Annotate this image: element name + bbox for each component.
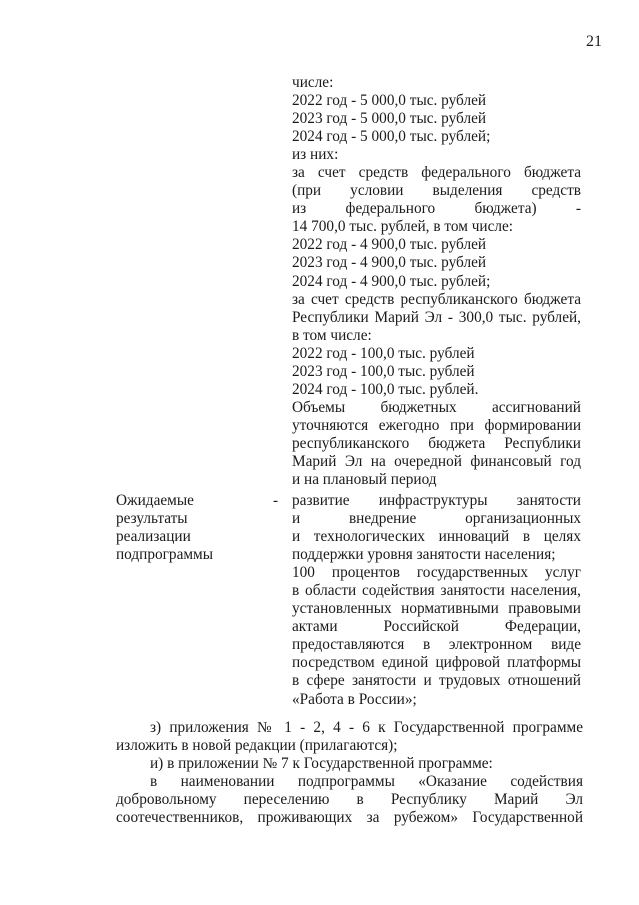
- results-line: в сфере занятости и трудовых отношений: [292, 672, 581, 690]
- funding-line: 2024 год - 100,0 тыс. рублей.: [292, 380, 479, 398]
- funding-line: 2024 год - 5 000,0 тыс. рублей;: [292, 128, 491, 146]
- funding-line: 2023 год - 5 000,0 тыс. рублей: [292, 110, 487, 128]
- results-line: «Работа в России»;: [292, 690, 417, 708]
- paragraph-line: в наименовании подпрограммы «Оказание содействия: [150, 773, 583, 790]
- funding-line: числе:: [292, 74, 334, 91]
- results-line: актами Российской Федерации,: [292, 618, 581, 636]
- funding-line: из федерального бюджета) -: [292, 200, 581, 218]
- paragraph-line: з) приложения № 1 - 2, 4 - 6 к Государственной программе: [150, 719, 583, 736]
- funding-line: (при условии выделения средств: [292, 182, 581, 200]
- funding-line: 2023 год - 100,0 тыс. рублей: [292, 362, 475, 380]
- funding-line: 14 700,0 тыс. рублей, в том числе:: [292, 218, 514, 236]
- results-line: предоставляются в электронном виде: [292, 636, 581, 654]
- body-text: [116, 719, 583, 827]
- funding-line: республиканского бюджета Республики: [292, 434, 581, 452]
- funding-line: Объемы бюджетных ассигнований: [292, 398, 581, 416]
- funding-line: 2024 год - 4 900,0 тыс. рублей;: [292, 272, 491, 290]
- funding-line: 2022 год - 4 900,0 тыс. рублей: [292, 236, 487, 254]
- funding-line: в том числе:: [292, 326, 372, 344]
- funding-line: и на плановый период: [292, 471, 437, 489]
- results-line: в области содействия занятости населения,: [292, 582, 581, 600]
- results-block: [292, 492, 581, 709]
- funding-line: за счет средств республиканского бюджета: [292, 290, 581, 308]
- funding-line: 2022 год - 5 000,0 тыс. рублей: [292, 92, 487, 110]
- funding-line: уточняются ежегодно при формировании: [292, 416, 581, 434]
- paragraph-line: соотечественников, проживающих за рубежом» Государственной: [116, 809, 583, 826]
- results-line: поддержки уровня занятости населения;: [292, 546, 556, 564]
- funding-line: 2023 год - 4 900,0 тыс. рублей: [292, 254, 487, 272]
- funding-block: [292, 74, 581, 489]
- results-line: посредством единой цифровой платформы: [292, 654, 581, 672]
- paragraph-line: и) в приложении № 7 к Государственной программе:: [150, 755, 493, 772]
- results-line: установленных нормативными правовыми: [292, 600, 581, 618]
- results-line: развитие инфраструктуры занятости: [292, 492, 581, 509]
- results-line: 100 процентов государственных услуг: [292, 564, 581, 582]
- funding-line: Республики Марий Эл - 300,0 тыс. рублей,: [292, 308, 581, 326]
- funding-line: из них:: [292, 146, 339, 164]
- results-label-line: результаты: [116, 510, 188, 528]
- page-number: 21: [586, 33, 602, 50]
- funding-line: 2022 год - 100,0 тыс. рублей: [292, 344, 475, 362]
- paragraph-line: изложить в новой редакции (прилагаются);: [116, 737, 398, 754]
- paragraph-line: добровольному переселению в Республику Марий Эл: [116, 791, 583, 808]
- results-label-line: подпрограммы: [116, 546, 214, 564]
- results-line: и внедрение организационных: [292, 510, 581, 528]
- results-label-line: Ожидаемые: [116, 492, 194, 509]
- funding-line: за счет средств федерального бюджета: [292, 164, 581, 182]
- results-line: и технологических инноваций в целях: [292, 528, 581, 546]
- results-label-line: реализации: [116, 528, 191, 546]
- results-label: [116, 492, 281, 564]
- funding-line: Марий Эл на очередной финансовый год: [292, 452, 581, 470]
- results-dash: -: [273, 492, 279, 509]
